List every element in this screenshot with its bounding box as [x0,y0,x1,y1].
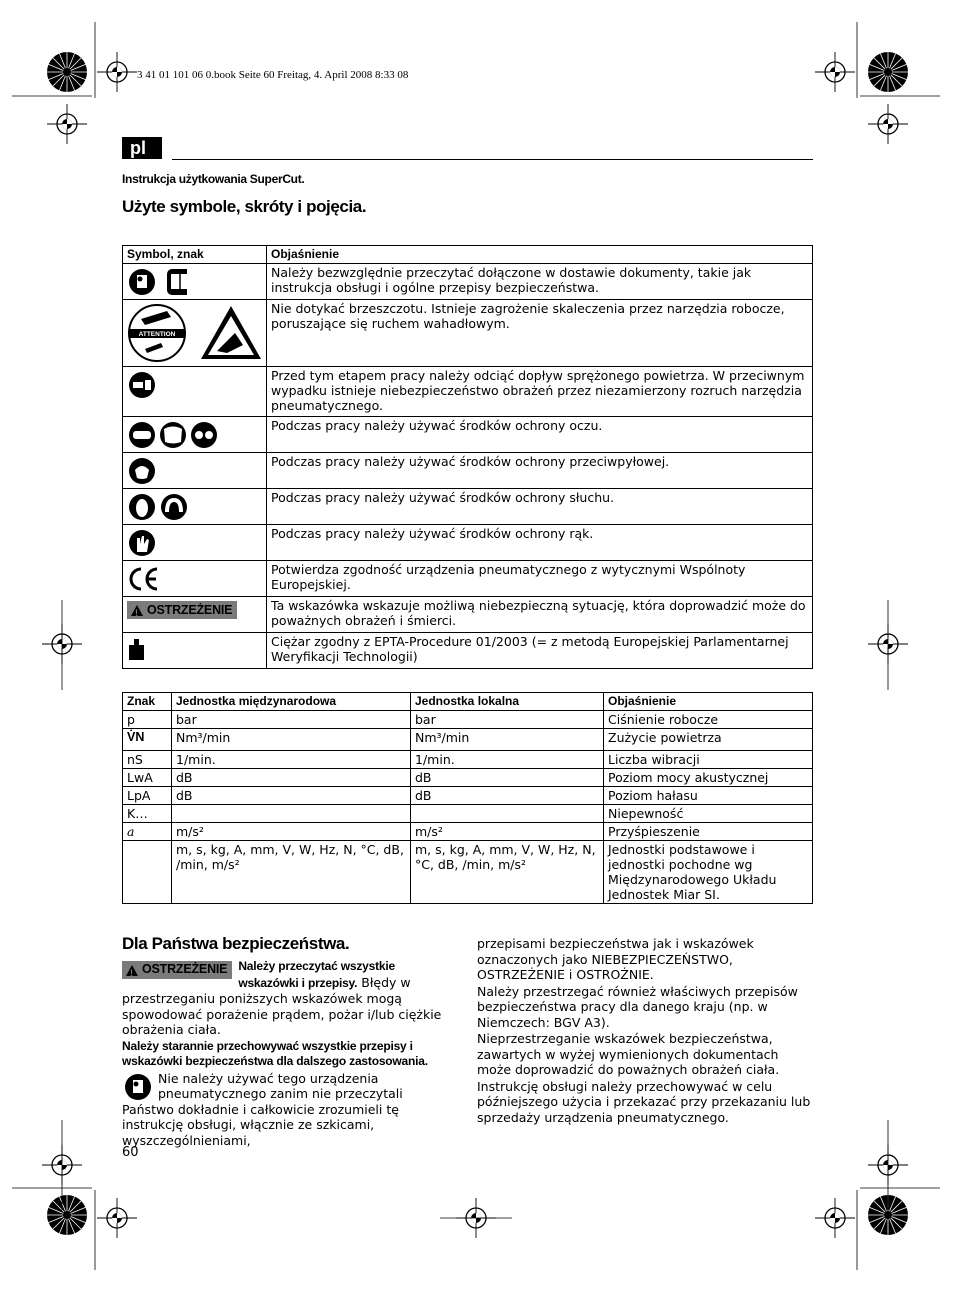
svg-text:ATTENTION: ATTENTION [138,331,176,338]
manual-subtitle: Instrukcja użytkowania SuperCut. [122,172,305,186]
explanation-cell: Nie dotykać brzeszczotu. Istnieje zagrożenie skaleczenia przez narzędzia robocze, poruszające się ruchem wahadłowym. [267,300,813,367]
cell: Poziom mocy akustycznej [604,769,813,787]
table-row [123,300,813,367]
safety-glasses-icon [191,422,217,448]
table-row [123,841,813,904]
table-header-row [123,693,813,711]
cell: dB [411,769,604,787]
table-header-row [123,246,813,264]
explanation-cell: Podczas pracy należy używać środków ochrony przeciwpyłowej. [267,453,813,489]
paragraph: Instrukcję obsługi należy przechowywać w celu późniejszego użycia i przekazać przy przekazaniu lub sprzedaży urządzenia pneumatycznego. [477,1078,811,1125]
explanation-cell: Podczas pracy należy używać środków ochrony oczu. [267,417,813,453]
section-title-safety: Dla Państwa bezpieczeństwa. [122,934,350,953]
cell: Zużycie powietrza [604,729,813,751]
ear-muffs-icon [129,494,155,520]
column-header: Objaśnienie [267,246,813,264]
manual-paragraph: Nie należy używać tego urządzenia pneumatycznego zanim nie przeczytali Państwo dokładnie i całkowicie zrozumieli tę instrukcję obsługi, włącznie ze szkicami, wyszczególnieniami, [122,1070,403,1148]
cell: Jednostki podstawowe i jednostki pochodne wg Międzynarodowego Układu Jednostek Miar SI. [604,841,813,904]
page-number: 60 [122,1145,139,1160]
table-row [123,711,813,729]
cell: bar [172,711,411,729]
cell: Nm³/min [172,729,411,751]
read-manual-icon [124,1073,152,1101]
table-row [123,525,813,561]
paragraph: Należy przestrzegać również właściwych przepisów bezpieczeństwa pracy dla danego kraju (np. w Niemczech: BGV A3). [477,983,798,1030]
column-header: Jednostka międzynarodowa [172,693,411,711]
cell: nS [123,751,172,769]
symbols-table [122,245,813,669]
bold-paragraph: Należy starannie przechowywać wszystkie przepisy i wskazówki bezpieczeństwa dla dalszego zastosowania. [122,1038,428,1068]
face-shield-icon [160,422,186,448]
gloves-icon [127,528,157,558]
cell: m, s, kg, A, mm, V, W, Hz, N, °C, dB, /min, m/s² [172,841,411,904]
column-header: Jednostka lokalna [411,693,604,711]
right-column [477,936,813,1126]
table-row [123,633,813,669]
column-header: Objaśnienie [604,693,813,711]
table-row [123,787,813,805]
section-title-symbols: Użyte symbole, skróty i pojęcia. [122,197,367,216]
cell [172,805,411,823]
goggles-icon [129,422,155,448]
attention-blade-icon [129,305,185,361]
table-row [123,729,813,751]
cell: Nm³/min [411,729,604,751]
table-row [123,561,813,597]
bold-lead: Należy przeczytać wszystkie wskazówki i przepisy. [238,959,396,990]
cell: a [123,823,172,841]
column-header: Znak [123,693,172,711]
cell: V̇N [123,729,172,751]
explanation-cell: Podczas pracy należy używać środków ochrony rąk. [267,525,813,561]
cell: K… [123,805,172,823]
cell [123,841,172,904]
units-table [122,692,813,904]
table-row [123,489,813,525]
explanation-cell: Ta wskazówka wskazuje możliwą niebezpieczną sytuację, która doprowadzić może do poważnych obrażeń i śmierci. [267,597,813,633]
column-header: Symbol, znak [123,246,267,264]
weight-icon [127,636,147,662]
cell: m/s² [172,823,411,841]
cell: bar [411,711,604,729]
table-row [123,264,813,300]
warning-icon [126,965,138,976]
cell: LwA [123,769,172,787]
explanation-cell: Ciężar zgodny z EPTA-Procedure 01/2003 (= z metodą Europejskiej Parlamentarnej Weryfikacji Technologii) [267,633,813,669]
paragraph: Nieprzestrzeganie wskazówek bezpieczeństwa, zawartych w wyżej wymienionych dokumentach może doprowadzić do poważnych obrażeń ciała. [477,1031,780,1077]
cell [411,805,604,823]
cell: dB [172,787,411,805]
explanation-cell: Należy bezwzględnie przeczytać dołączone w dostawie dokumenty, takie jak instrukcja obsługi i ogólne przepisy bezpieczeństwa. [267,264,813,300]
explanation-cell: Potwierdza zgodność urządzenia pneumatycznego z wytycznymi Wspólnoty Europejskiej. [267,561,813,597]
cell: m, s, kg, A, mm, V, W, Hz, N, °C, dB, /min, m/s² [411,841,604,904]
cell: 1/min. [172,751,411,769]
disconnect-air-icon [127,370,157,400]
explanation-cell: Przed tym etapem pracy należy odciąć dopływ sprężonego powietrza. W przeciwnym wypadku istnieje niebezpieczeństwo obrażeń przez niezamierzony rozruch narzędzia pneumatycznego. [267,367,813,417]
read-manual-icon [129,269,155,295]
left-column [122,958,455,1149]
warning-badge: ! OSTRZEŻENIE [127,601,237,619]
header-rule [172,159,813,160]
table-row [123,417,813,453]
warning-icon [131,605,143,616]
language-tab: pl [122,137,162,159]
table-row [123,453,813,489]
warning-triangle-icon [201,306,261,359]
paragraph: przepisami bezpieczeństwa jak i wskazówek oznaczonych jako NIEBEZPIECZEŃSTWO, OSTRZEŻENIE i OSTROŻNIE. [477,936,754,982]
lead-text: Błędy w przestrzeganiu poniższych wskazówek mogą spowodować porażenie prądem, pożar i/lub ciężkie obrażenia ciała. [122,974,442,1037]
cell: Liczba wibracji [604,751,813,769]
explanation-cell: Podczas pracy należy używać środków ochrony słuchu. [267,489,813,525]
cell: Ciśnienie robocze [604,711,813,729]
book-icon [167,269,187,295]
cell: LpA [123,787,172,805]
dust-mask-icon [127,456,157,486]
ce-mark-icon [127,564,161,594]
table-row [123,597,813,633]
cell: Przyśpieszenie [604,823,813,841]
print-header: 3 41 01 101 06 0.book Seite 60 Freitag, 4. April 2008 8:33 08 [137,69,409,81]
cell: p [123,711,172,729]
ear-protection-icon [161,494,187,520]
cell: dB [172,769,411,787]
table-row [123,769,813,787]
table-row [123,823,813,841]
cell: Poziom hałasu [604,787,813,805]
table-row [123,805,813,823]
warning-badge: ! OSTRZEŻENIE [122,961,232,979]
cell: m/s² [411,823,604,841]
cell: 1/min. [411,751,604,769]
cell: dB [411,787,604,805]
table-row [123,751,813,769]
cell: Niepewność [604,805,813,823]
table-row [123,367,813,417]
